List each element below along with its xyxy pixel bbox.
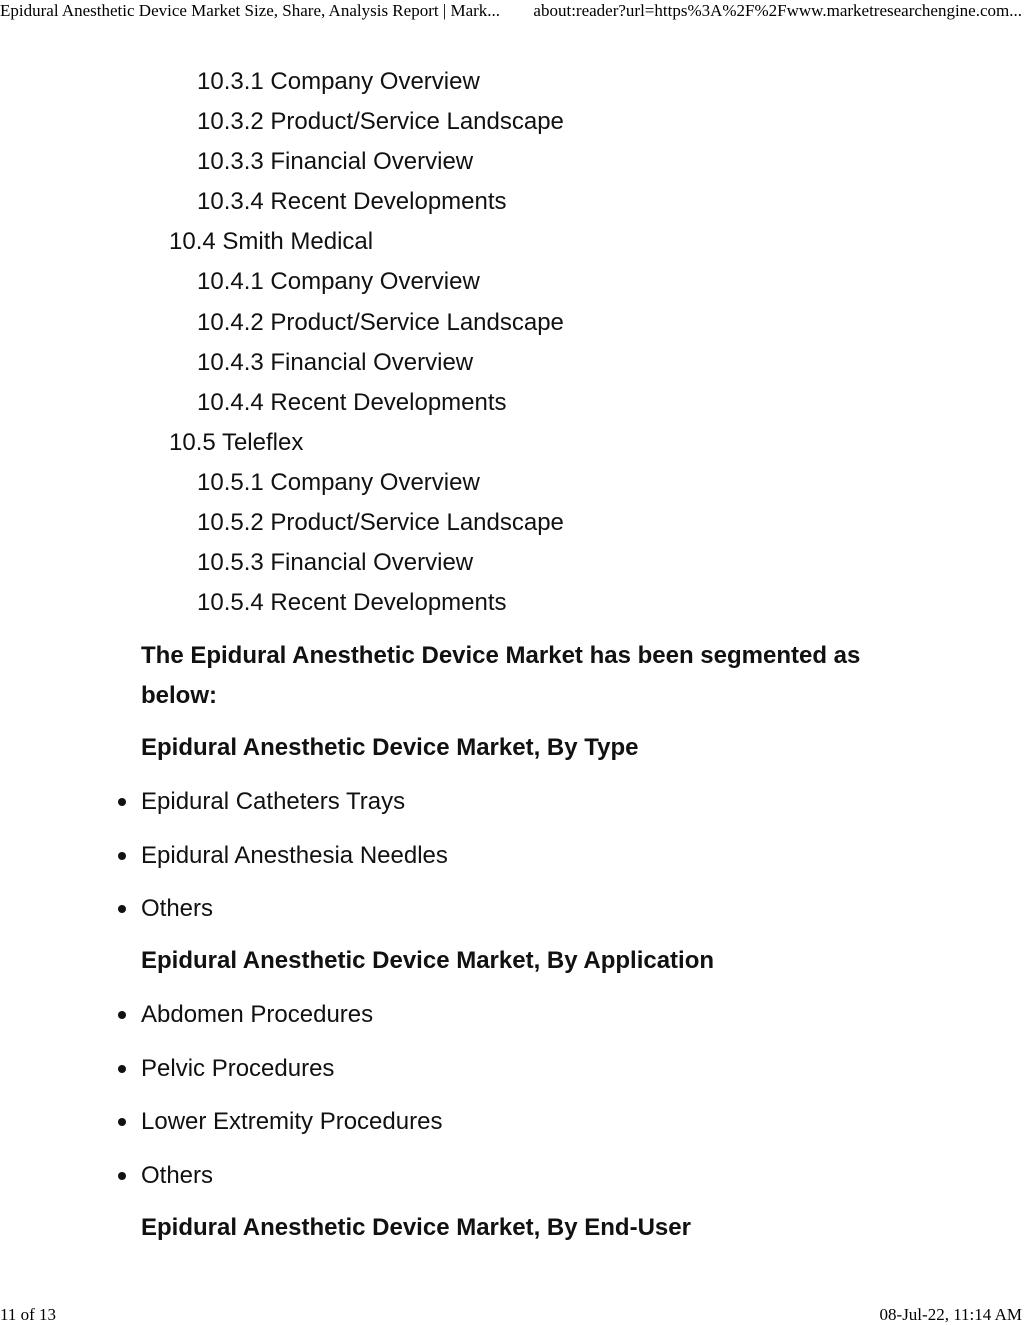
print-datetime: 08-Jul-22, 11:14 AM xyxy=(879,1305,1022,1324)
list-item xyxy=(0,1001,442,1055)
toc-item: 10.4 Smith Medical xyxy=(169,228,374,256)
toc-item: 10.5.3 Financial Overview xyxy=(197,549,474,577)
bullet-icon xyxy=(118,852,126,860)
toc-item: 10.3.3 Financial Overview xyxy=(197,148,474,176)
list-item-text: Others xyxy=(141,1161,214,1189)
toc-item: 10.3.1 Company Overview xyxy=(197,68,480,95)
bullet-icon xyxy=(118,1172,126,1180)
list-item-text: Pelvic Procedures xyxy=(141,1054,335,1082)
toc-item: 10.3.2 Product/Service Landscape xyxy=(197,108,564,136)
by-application-list xyxy=(0,1001,442,1215)
toc-item: 10.5.1 Company Overview xyxy=(197,468,480,496)
list-item-text: Others xyxy=(141,895,214,923)
toc-item: 10.4.3 Financial Overview xyxy=(197,348,474,376)
toc-item: 10.5.2 Product/Service Landscape xyxy=(197,509,564,537)
toc-item: 10.4.4 Recent Developments xyxy=(197,388,507,416)
toc-item: 10.5.4 Recent Developments xyxy=(197,589,507,617)
segmentation-intro: The Epidural Anesthetic Device Market has been segmented as below: xyxy=(141,642,861,709)
by-type-heading: Epidural Anesthetic Device Market, By Type xyxy=(141,734,639,761)
print-header-title: Epidural Anesthetic Device Market Size, Share, Analysis Report | Mark... xyxy=(0,1,501,20)
print-header-url: about:reader?url=https%3A%2F%2Fwww.marketresearchengine.com... xyxy=(533,1,1022,20)
toc-item: 10.5 Teleflex xyxy=(169,428,304,456)
list-item xyxy=(0,1108,442,1162)
list-item xyxy=(0,842,448,896)
by-application-heading: Epidural Anesthetic Device Market, By Application xyxy=(141,947,715,974)
list-item-text: Abdomen Procedures xyxy=(141,1001,374,1028)
list-item-text: Lower Extremity Procedures xyxy=(141,1108,443,1136)
list-item xyxy=(0,788,448,842)
print-footer xyxy=(0,1305,1024,1325)
toc-item: 10.4.2 Product/Service Landscape xyxy=(197,308,564,336)
table-of-contents xyxy=(0,62,564,623)
bullet-icon xyxy=(118,1011,126,1019)
by-type-list xyxy=(0,788,448,949)
toc-item: 10.3.4 Recent Developments xyxy=(197,188,507,216)
list-item-text: Epidural Anesthesia Needles xyxy=(141,841,448,869)
list-item xyxy=(0,1055,442,1109)
list-item-text: Epidural Catheters Trays xyxy=(141,788,406,815)
bullet-icon xyxy=(118,905,126,913)
toc-item: 10.4.1 Company Overview xyxy=(197,268,480,296)
bullet-icon xyxy=(118,1118,126,1126)
by-end-user-heading: Epidural Anesthetic Device Market, By End-User xyxy=(141,1214,691,1241)
print-header xyxy=(0,0,1024,26)
bullet-icon xyxy=(118,1065,126,1073)
page-number: 11 of 13 xyxy=(0,1305,57,1324)
bullet-icon xyxy=(118,798,126,806)
